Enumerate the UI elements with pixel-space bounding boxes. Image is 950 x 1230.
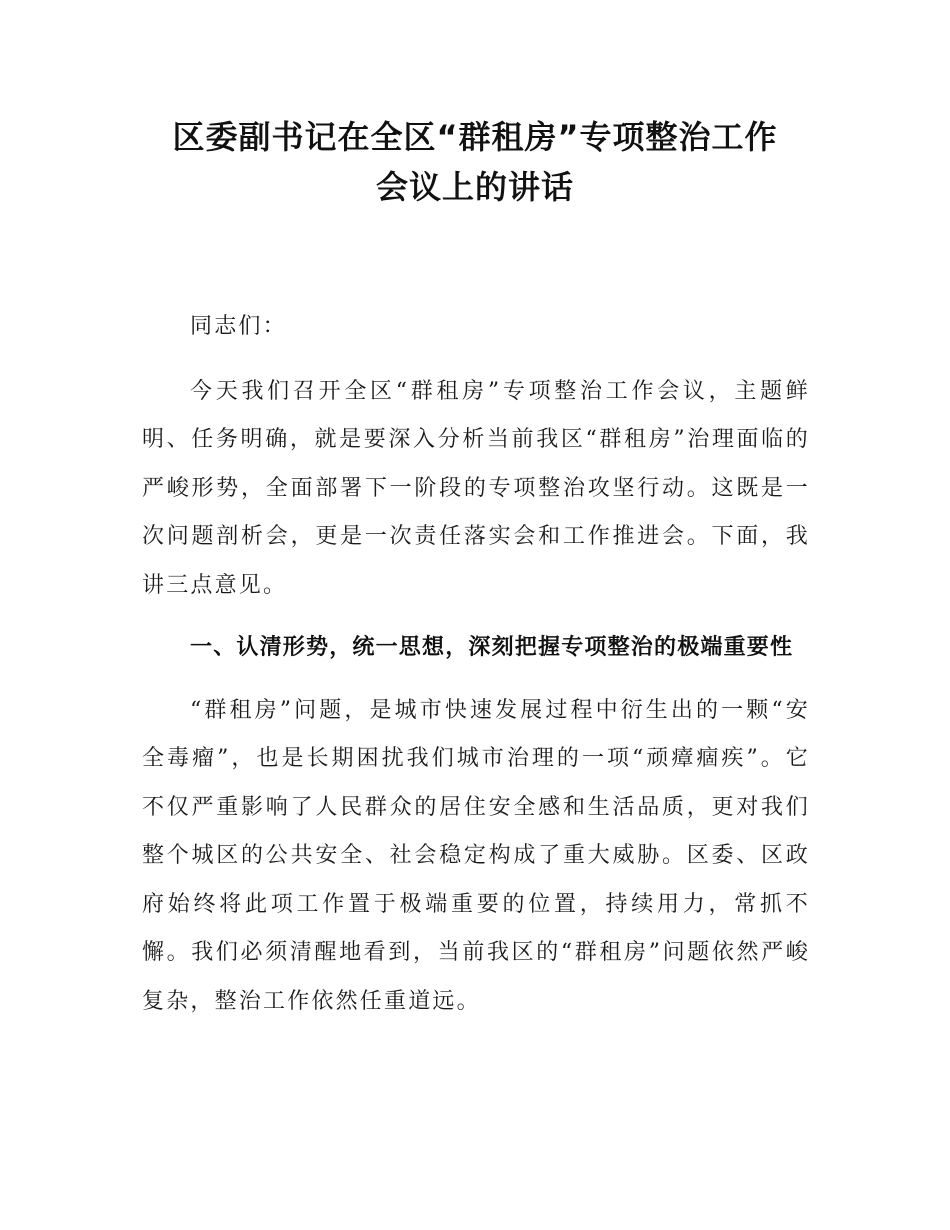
document-title-line-1: 区委副书记在全区“群租房”专项整治工作 [172, 118, 778, 156]
document-title [120, 112, 830, 212]
document-body [142, 303, 810, 1040]
section-1-paragraph: “群租房”问题，是城市快速发展过程中衍生出的一颗“安全毒瘤”，也是长期困扰我们城市治理的一项“顽瘴痼疾”。它不仅严重影响了人民群众的居住安全感和生活品质，更对我们整个城区的公共安全、社会稳定构成了重大威胁。区委、区政府始终将此项工作置于极端重要的位置，持续用力，常抓不懈。我们必须清醒地看到，当前我区的“群租房”问题依然严峻复杂，整治工作依然任重道远。 [142, 697, 810, 1014]
intro-paragraph: 今天我们召开全区“群租房”专项整治工作会议，主题鲜明、任务明确，就是要深入分析当前我区“群租房”治理面临的严峻形势，全面部署下一阶段的专项整治攻坚行动。这既是一次问题剖析会，更是一次责任落实会和工作推进会。下面，我讲三点意见。 [142, 378, 810, 598]
section-1-heading: 一、认清形势，统一思想，深刻把握专项整治的极端重要性 [190, 635, 794, 660]
document-title-line-2: 会议上的讲话 [375, 168, 574, 206]
salutation: 同志们： [190, 314, 287, 339]
